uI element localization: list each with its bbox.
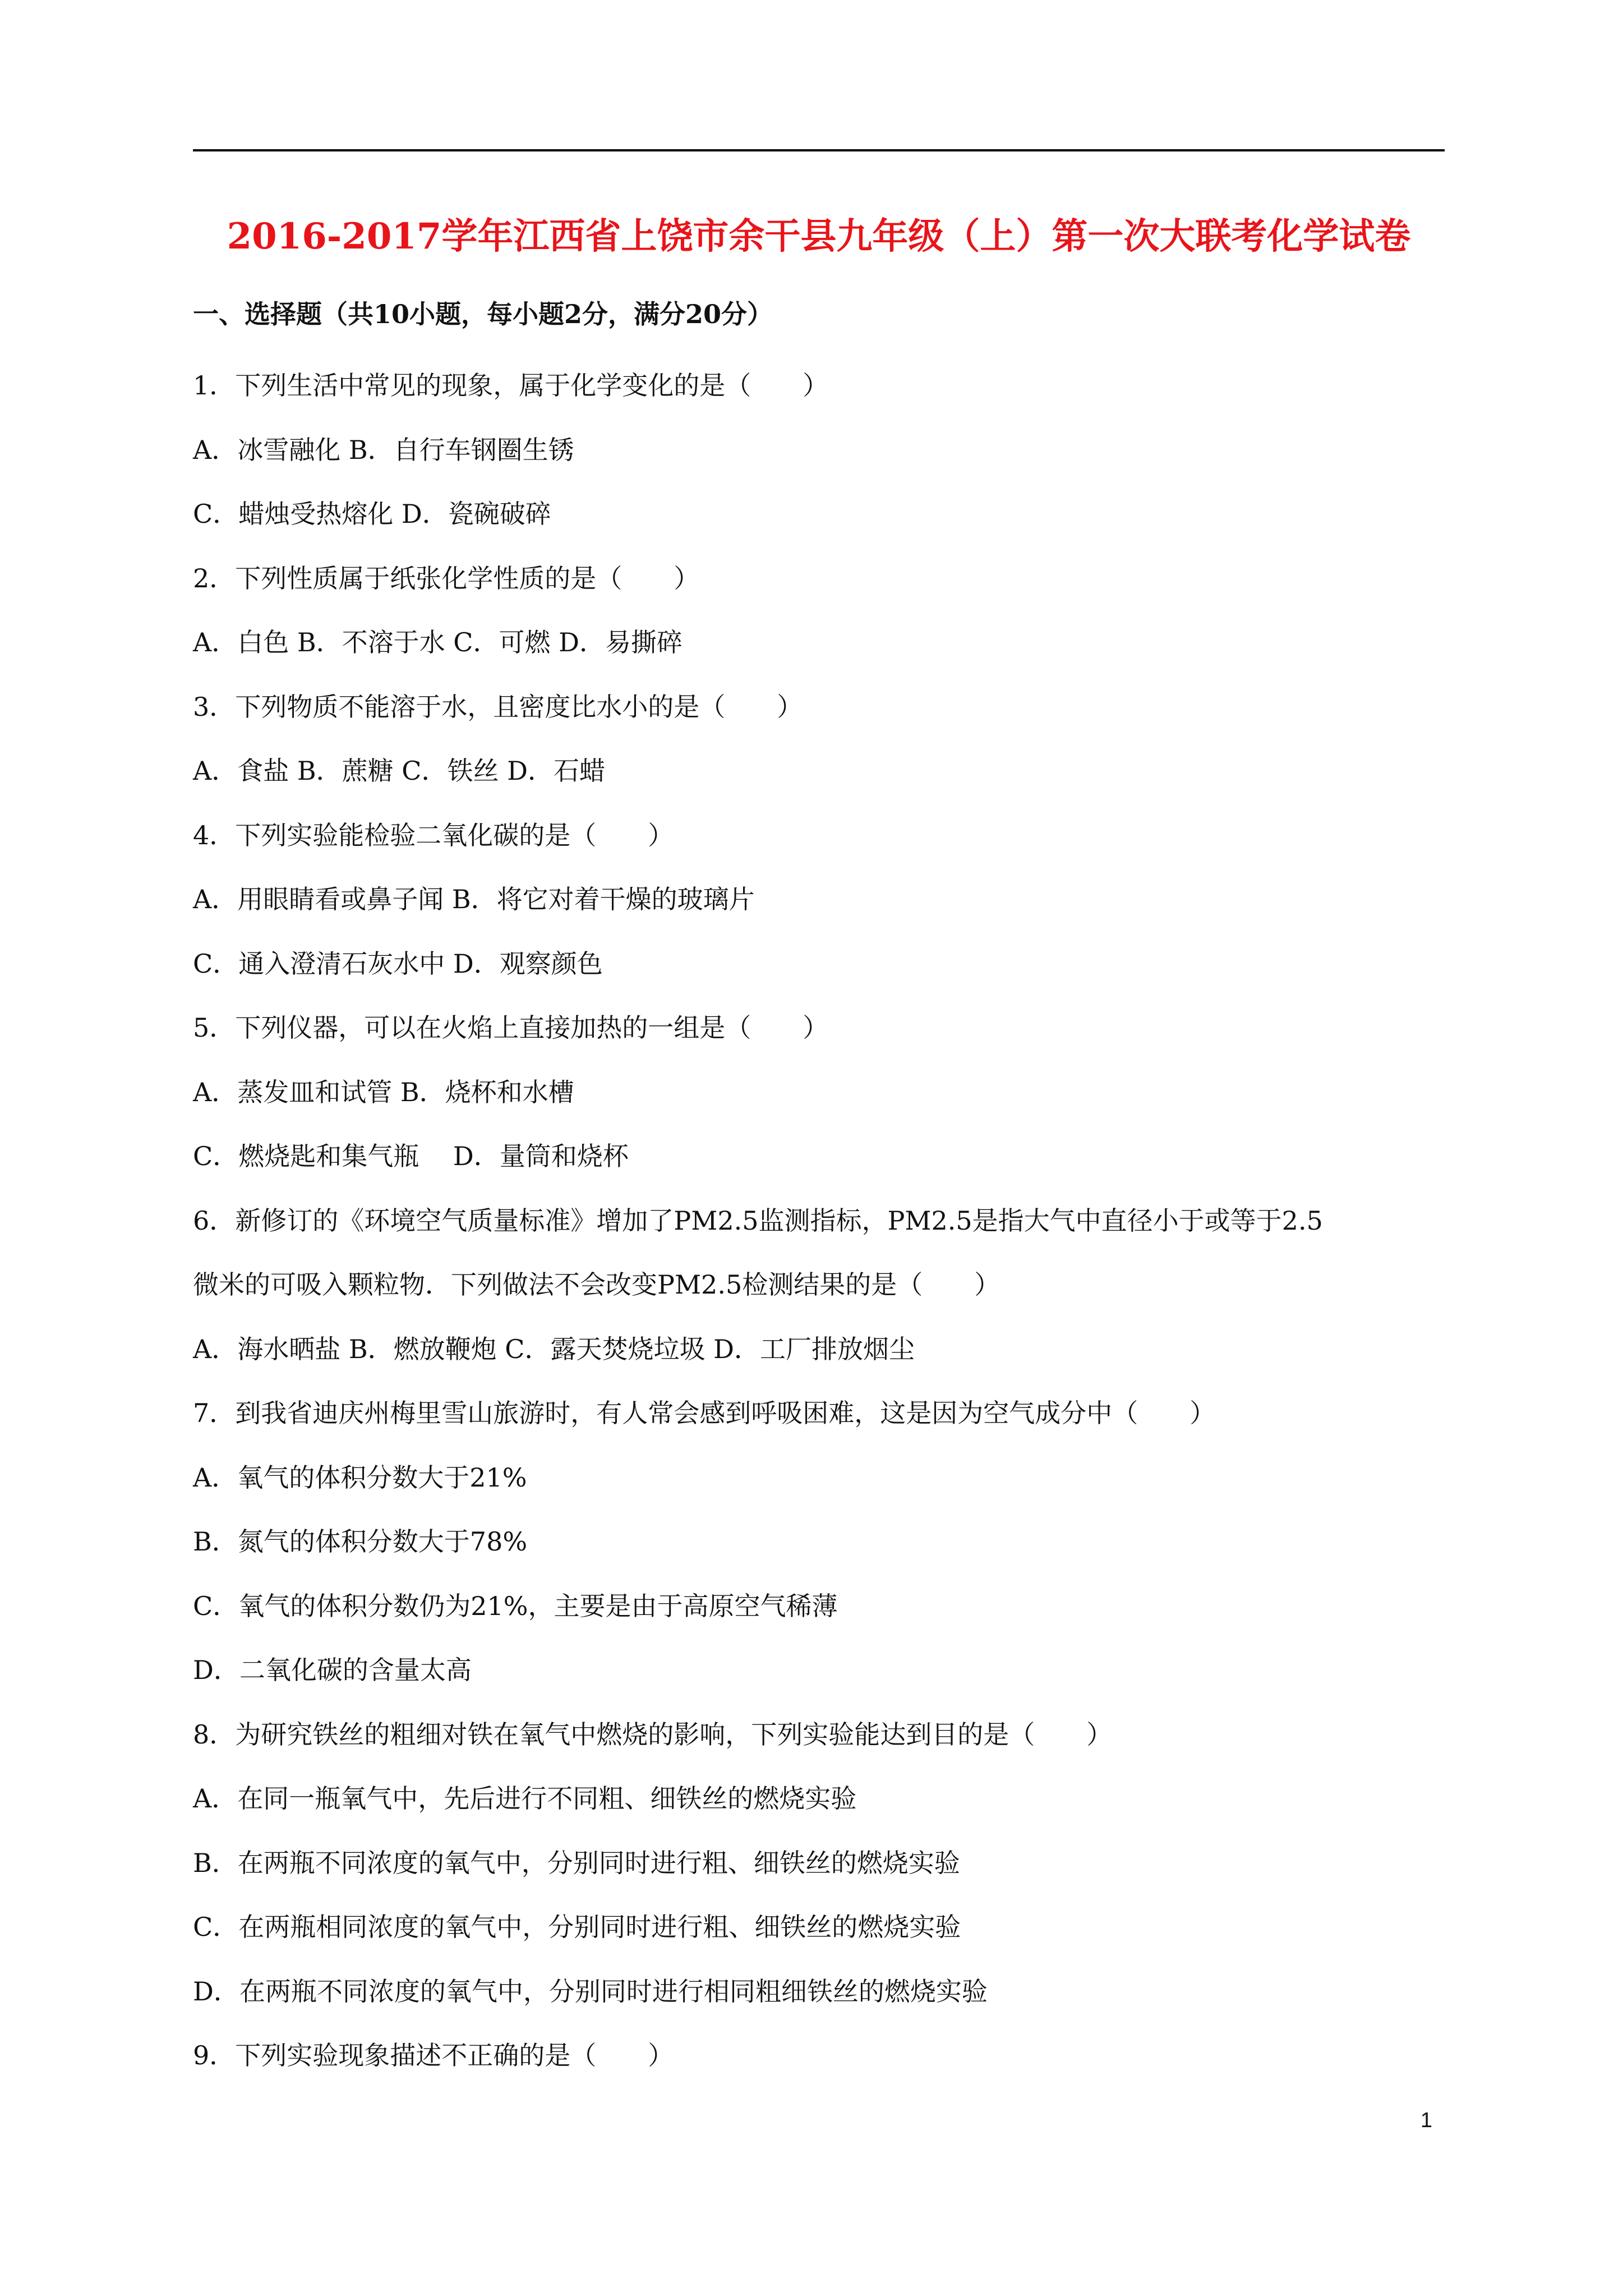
question-6-stem-line-2: 微米的可吸入颗粒物．下列做法不会改变PM2.5检测结果的是（ ） (193, 1269, 1000, 1300)
question-8-option-d: D．在两瓶不同浓度的氧气中，分别同时进行相同粗细铁丝的燃烧实验 (193, 1976, 988, 2007)
question-9-stem: 9．下列实验现象描述不正确的是（ ） (193, 2040, 674, 2070)
question-4-options-cd: C．通入澄清石灰水中 D．观察颜色 (193, 948, 603, 979)
question-1-options-ab: A．冰雪融化 B．自行车钢圈生锈 (193, 434, 574, 465)
question-8-stem: 8．为研究铁丝的粗细对铁在氧气中燃烧的影响，下列实验能达到目的是（ ） (193, 1719, 1113, 1750)
question-7-option-a: A．氧气的体积分数大于21% (193, 1462, 527, 1493)
question-6-options: A．海水晒盐 B．燃放鞭炮 C．露天焚烧垃圾 D．工厂排放烟尘 (193, 1333, 915, 1364)
question-3-stem: 3．下列物质不能溶于水，且密度比水小的是（ ） (193, 691, 803, 722)
question-8-option-b: B．在两瓶不同浓度的氧气中，分别同时进行粗、细铁丝的燃烧实验 (193, 1847, 960, 1878)
question-4-options-ab: A．用眼睛看或鼻子闻 B．将它对着干燥的玻璃片 (193, 884, 755, 914)
exam-title: 2016-2017学年江西省上饶市余干县九年级（上）第一次大联考化学试卷 (227, 215, 1411, 257)
question-2-stem: 2．下列性质属于纸张化学性质的是（ ） (193, 563, 700, 593)
question-7-option-d: D．二氧化碳的含量太高 (193, 1655, 472, 1685)
question-3-options: A．食盐 B．蔗糖 C．铁丝 D．石蜡 (193, 756, 605, 786)
question-6-stem-line-1: 6．新修订的《环境空气质量标准》增加了PM2.5监测指标，PM2.5是指大气中直径小于或等于2.5 (193, 1205, 1323, 1236)
header-rule (193, 149, 1445, 151)
question-8-option-a: A．在同一瓶氧气中，先后进行不同粗、细铁丝的燃烧实验 (193, 1783, 857, 1814)
section-heading: 一、选择题（共10小题，每小题2分，满分20分） (193, 299, 773, 329)
question-7-stem: 7．到我省迪庆州梅里雪山旅游时，有人常会感到呼吸困难，这是因为空气成分中（ ） (193, 1398, 1216, 1428)
question-4-stem: 4．下列实验能检验二氧化碳的是（ ） (193, 820, 674, 850)
question-1-stem: 1．下列生活中常见的现象，属于化学变化的是（ ） (193, 370, 829, 401)
question-5-options-ab: A．蒸发皿和试管 B．烧杯和水槽 (193, 1076, 574, 1107)
question-7-option-b: B．氮气的体积分数大于78% (193, 1526, 528, 1557)
page-number: 1 (1420, 2109, 1432, 2132)
question-5-stem: 5．下列仪器，可以在火焰上直接加热的一组是（ ） (193, 1013, 829, 1043)
question-8-option-c: C．在两瓶相同浓度的氧气中，分别同时进行粗、细铁丝的燃烧实验 (193, 1912, 961, 1942)
question-7-option-c: C．氧气的体积分数仍为21%，主要是由于高原空气稀薄 (193, 1590, 838, 1621)
question-2-options: A．白色 B．不溶于水 C．可燃 D．易撕碎 (193, 627, 683, 657)
question-list (193, 353, 1445, 2088)
question-1-options-cd: C．蜡烛受热熔化 D．瓷碗破碎 (193, 499, 551, 529)
question-5-options-cd: C．燃烧匙和集气瓶 D．量筒和烧杯 (193, 1141, 629, 1171)
